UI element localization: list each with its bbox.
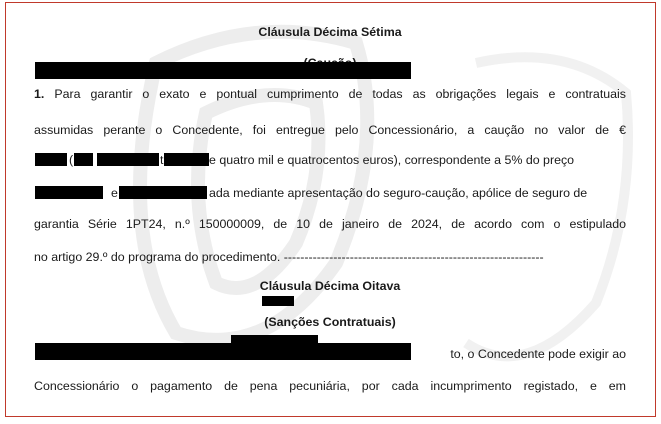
clause-17-paragraph-line-6: no artigo 29.º do programa do procedimento. --------------------------------------------------------------- [34, 250, 544, 264]
redaction-bar [74, 153, 93, 166]
redaction-bar [262, 296, 294, 306]
clause-17-title: Cláusula Décima Sétima [258, 25, 402, 39]
document-page [5, 2, 656, 417]
text-fragment: t [160, 153, 164, 167]
redaction-bar [119, 186, 207, 199]
redaction-bar [35, 62, 411, 79]
clause-number: 1. [34, 87, 45, 101]
text-span: Para garantir o exato e pontual cumprimento de todas as obrigações legais e contratuais [54, 87, 626, 101]
text-fragment: ada mediante apresentação do seguro-caução, apólice de seguro de [209, 186, 588, 200]
clause-17-paragraph-line-5: garantia Série 1PT24, n.º 150000009, de 10 de janeiro de 2024, de acordo com o estipulado [34, 217, 626, 231]
redaction-bar [97, 153, 159, 166]
clause-17-paragraph-line-2: assumidas perante o Concedente, foi entregue pelo Concessionário, a caução no valor de € [34, 123, 626, 137]
redaction-bar [164, 153, 209, 166]
clause-18-paragraph-line-1: to, o Concedente pode exigir ao [450, 347, 626, 361]
clause-18-title: Cláusula Décima Oitava [259, 279, 401, 293]
text-fragment: e quatro mil e quatrocentos euros), correspondente a 5% do preço [209, 153, 575, 167]
text-fragment: ( [69, 153, 74, 167]
text-fragment: e [111, 186, 118, 200]
redaction-bar [35, 153, 67, 166]
redaction-bar [35, 186, 103, 199]
clause-17-paragraph-line-1 [34, 84, 626, 104]
clause-18-paragraph-line-2: Concessionário o pagamento de pena pecuniária, por cada incumprimento registado, e em [34, 379, 626, 393]
clause-18-subtitle: (Sanções Contratuais) [264, 315, 396, 329]
